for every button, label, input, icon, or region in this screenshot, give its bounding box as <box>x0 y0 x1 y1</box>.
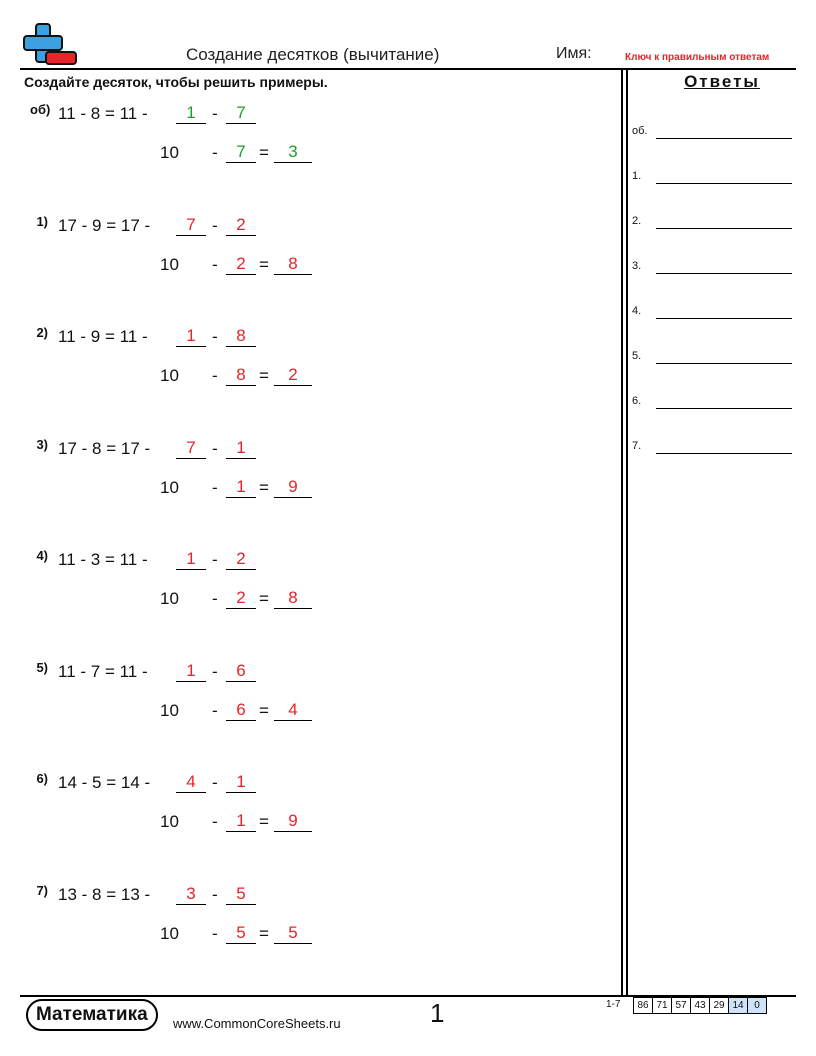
column-divider <box>621 70 623 996</box>
answer-label: 7. <box>632 440 642 452</box>
answer-line[interactable] <box>656 183 792 184</box>
result-blank[interactable]: 5 <box>274 922 312 944</box>
problem-number: 5) <box>36 659 48 675</box>
subtrahend: 8 <box>92 438 102 458</box>
score-cell: 43 <box>691 997 710 1014</box>
split-first-blank[interactable]: 4 <box>176 771 206 793</box>
result-blank[interactable]: 4 <box>274 699 312 721</box>
problem-number: 4) <box>36 548 48 563</box>
minus-sign: - <box>212 438 218 458</box>
subtrahend: 5 <box>92 773 102 792</box>
minus-sign: - <box>212 661 218 681</box>
minus-sign: - <box>212 254 218 274</box>
ten-value: 10 <box>160 812 179 831</box>
result-blank[interactable]: 3 <box>274 141 312 163</box>
equals-sign: = <box>259 477 269 497</box>
minuend: 13 <box>58 884 77 904</box>
answer-line[interactable] <box>656 453 792 454</box>
name-label: Имя: <box>556 45 592 62</box>
page-title: Создание десятков (вычитание) <box>186 45 440 64</box>
split-repeat-blank[interactable]: 2 <box>226 587 256 609</box>
split-first-blank[interactable]: 7 <box>176 437 206 459</box>
ten-value: 10 <box>160 254 179 274</box>
problem-expression: 11 - 3 = 11 - <box>58 550 148 569</box>
split-repeat-blank[interactable]: 2 <box>226 253 256 275</box>
minuend-repeat: 11 <box>119 327 138 346</box>
minus-sign: - <box>212 923 218 943</box>
problem <box>0 771 620 871</box>
problem <box>0 883 620 983</box>
problem <box>0 102 620 202</box>
minus-sign: - <box>212 589 218 608</box>
minuend-repeat: 17 <box>120 438 140 458</box>
answers-title: Ответы <box>684 72 760 91</box>
equals-sign: = <box>259 700 269 720</box>
minus-sign: - <box>212 884 218 904</box>
minuend: 11 <box>58 661 76 681</box>
header-divider <box>20 68 796 70</box>
answer-label: 6. <box>632 395 642 407</box>
split-second-blank[interactable]: 2 <box>226 214 256 236</box>
subtrahend: 8 <box>92 884 102 904</box>
split-repeat-blank[interactable]: 1 <box>226 810 256 832</box>
problem-expression: 13 - 8 = 13 - <box>58 884 151 904</box>
plus-minus-logo-icon <box>20 22 80 68</box>
score-cell: 0 <box>748 997 767 1014</box>
split-first-blank[interactable]: 1 <box>176 325 206 347</box>
subtrahend: 9 <box>90 327 101 346</box>
score-range: 1-7 <box>606 999 621 1010</box>
answer-line[interactable] <box>656 363 792 364</box>
minus-sign: - <box>212 773 218 792</box>
result-blank[interactable]: 2 <box>274 364 312 386</box>
minus-sign: - <box>212 327 218 346</box>
result-blank[interactable]: 9 <box>274 476 312 498</box>
answer-line[interactable] <box>656 408 792 409</box>
answer-key-label: Ключ к правильным ответам <box>625 52 770 63</box>
split-first-blank[interactable]: 1 <box>176 660 206 682</box>
page-number: 1 <box>430 998 445 1028</box>
minuend: 11 <box>58 550 76 569</box>
problem-expression: 11 - 7 = 11 - <box>58 661 148 681</box>
problem-number: 6) <box>36 771 48 786</box>
minuend-repeat: 14 <box>120 773 140 792</box>
split-second-blank[interactable]: 7 <box>226 102 256 124</box>
problem-expression: 11 - 8 = 11 - <box>58 104 148 123</box>
equals-sign: = <box>259 366 269 385</box>
minuend: 11 <box>58 104 76 123</box>
ten-value: 10 <box>160 366 179 385</box>
subtrahend: 3 <box>90 550 101 569</box>
result-blank[interactable]: 8 <box>274 587 312 609</box>
score-cell: 71 <box>653 997 672 1014</box>
split-second-blank[interactable]: 2 <box>226 548 256 570</box>
minus-sign: - <box>212 143 218 162</box>
answer-label: 4. <box>632 305 642 317</box>
problem <box>0 660 620 760</box>
problem <box>0 325 620 425</box>
minuend-repeat: 11 <box>119 104 138 123</box>
minus-sign: - <box>212 550 218 569</box>
split-repeat-blank[interactable]: 6 <box>226 699 256 721</box>
problem-number: 2) <box>36 325 48 340</box>
equals-sign: = <box>259 254 269 274</box>
minus-sign: - <box>212 700 218 720</box>
problem-number: 3) <box>36 436 48 452</box>
minuend-repeat: 11 <box>119 661 138 681</box>
answer-label: 2. <box>632 215 642 227</box>
score-cell: 86 <box>634 997 653 1014</box>
problem-number: 7) <box>36 882 48 898</box>
split-repeat-blank[interactable]: 7 <box>226 141 256 163</box>
minus-sign: - <box>212 104 218 123</box>
answer-label: об. <box>632 125 648 137</box>
split-second-blank[interactable]: 8 <box>226 325 256 347</box>
minuend: 11 <box>58 327 76 346</box>
answer-line[interactable] <box>656 138 792 139</box>
subtrahend: 9 <box>92 215 102 235</box>
split-first-blank[interactable]: 7 <box>176 214 206 236</box>
problem-number: об) <box>30 102 51 117</box>
problem-number: 1) <box>36 213 48 229</box>
score-cell: 29 <box>710 997 729 1014</box>
split-first-blank[interactable]: 1 <box>176 548 206 570</box>
minuend-repeat: 13 <box>120 884 140 904</box>
split-second-blank[interactable]: 1 <box>226 437 256 459</box>
problem <box>0 548 620 648</box>
site-url: www.CommonCoreSheets.ru <box>173 1016 341 1031</box>
problem <box>0 437 620 537</box>
minuend: 14 <box>58 773 77 792</box>
problem-expression: 17 - 9 = 17 - <box>58 215 151 235</box>
split-first-blank[interactable]: 1 <box>176 102 206 124</box>
score-cell: 57 <box>672 997 691 1014</box>
split-second-blank[interactable]: 5 <box>226 883 256 905</box>
equals-sign: = <box>259 812 269 831</box>
split-repeat-blank[interactable]: 5 <box>226 922 256 944</box>
split-repeat-blank[interactable]: 1 <box>226 476 256 498</box>
minus-sign: - <box>212 366 218 385</box>
result-blank[interactable]: 9 <box>274 810 312 832</box>
minuend: 17 <box>58 215 77 235</box>
equals-sign: = <box>259 923 269 943</box>
column-divider <box>626 70 628 996</box>
equals-sign: = <box>259 143 269 162</box>
problem-expression: 11 - 9 = 11 - <box>58 327 148 346</box>
ten-value: 10 <box>160 923 179 943</box>
answer-line[interactable] <box>656 273 792 274</box>
split-repeat-blank[interactable]: 8 <box>226 364 256 386</box>
answer-label: 5. <box>632 350 642 362</box>
split-first-blank[interactable]: 3 <box>176 883 206 905</box>
minus-sign: - <box>212 215 218 235</box>
result-blank[interactable]: 8 <box>274 253 312 275</box>
minus-sign: - <box>212 812 218 831</box>
subtrahend: 8 <box>90 104 101 123</box>
minuend: 17 <box>58 438 77 458</box>
answer-label: 3. <box>632 260 642 272</box>
minuend-repeat: 11 <box>119 550 138 569</box>
split-second-blank[interactable]: 1 <box>226 771 256 793</box>
answer-label: 1. <box>632 170 642 182</box>
ten-value: 10 <box>160 477 179 497</box>
equals-sign: = <box>259 589 269 608</box>
brand-badge: Математика <box>26 999 158 1031</box>
problem-expression: 17 - 8 = 17 - <box>58 438 151 458</box>
ten-value: 10 <box>160 589 179 608</box>
ten-value: 10 <box>160 700 179 720</box>
problem <box>0 214 620 314</box>
subtrahend: 7 <box>90 661 101 681</box>
instructions: Создайте десяток, чтобы решить примеры. <box>24 74 328 90</box>
minus-sign: - <box>212 477 218 497</box>
score-cell: 14 <box>729 997 748 1014</box>
ten-value: 10 <box>160 143 179 162</box>
answer-line[interactable] <box>656 228 792 229</box>
answer-line[interactable] <box>656 318 792 319</box>
problem-expression: 14 - 5 = 14 - <box>58 773 151 792</box>
score-table <box>633 997 767 1014</box>
split-second-blank[interactable]: 6 <box>226 660 256 682</box>
minuend-repeat: 17 <box>120 215 140 235</box>
